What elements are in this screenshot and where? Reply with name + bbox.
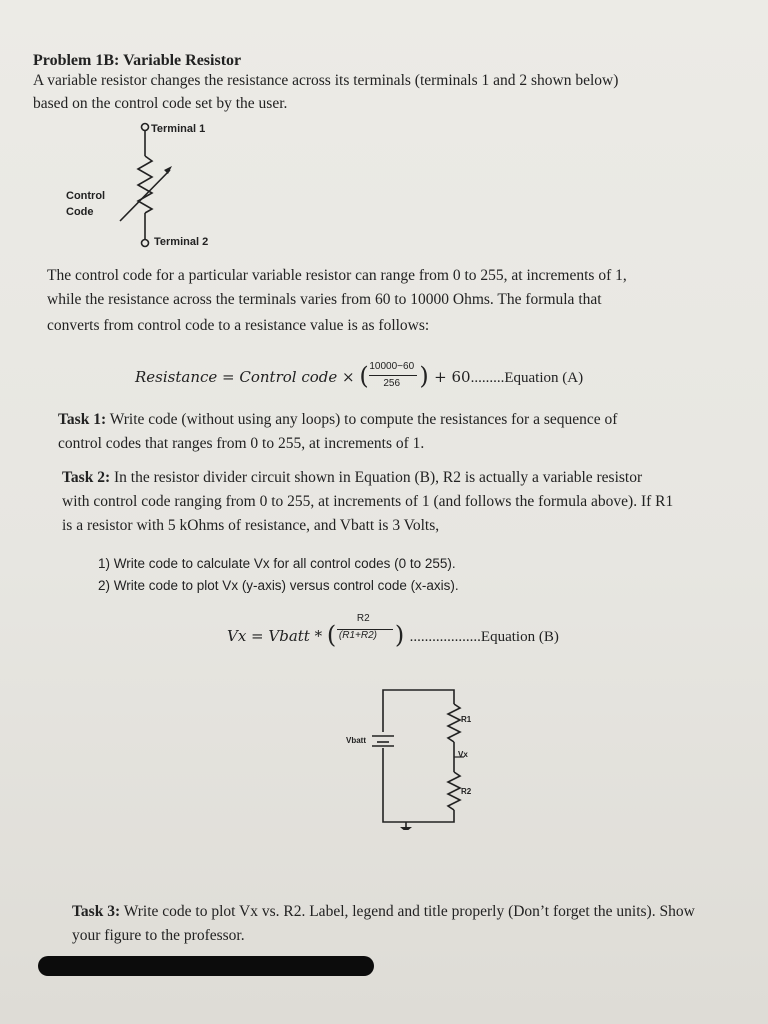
description-line-3: converts from control code to a resistance value is as follows: — [47, 317, 430, 334]
equation-b-dots: ................... — [409, 629, 481, 645]
task2-item-2: 2) Write code to plot Vx (y-axis) versus control code (x-axis). — [98, 578, 459, 593]
vbatt-label: Vbatt — [346, 736, 366, 745]
task1-label: Task 1: — [58, 411, 107, 428]
equation-b-lhs: Vx = Vbatt * — [227, 627, 323, 645]
task3-line-2: your figure to the professor. — [72, 927, 245, 944]
r1-zigzag — [448, 704, 460, 742]
task3-text-1: Write code to plot Vx vs. R2. Label, legend and title properly (Don’t forget the units). Show — [123, 903, 695, 920]
redaction-bar — [38, 956, 374, 976]
task2-text-1: In the resistor divider circuit shown in Equation (B), R2 is actually a variable resistor — [113, 469, 643, 486]
equation-a-denominator: 256 — [383, 378, 401, 389]
equation-a-label: Equation (A) — [504, 370, 584, 386]
task1-line-1 — [58, 410, 617, 431]
task2-line-2: with control code ranging from 0 to 255, at increments of 1 (and follows the formula above). If R1 — [62, 493, 674, 510]
task2-item-1: 1) Write code to calculate Vx for all control codes (0 to 255). — [98, 556, 456, 571]
problem-title: Problem 1B: Variable Resistor — [33, 52, 242, 69]
equation-a — [135, 361, 584, 390]
equation-b-numerator: R2 — [356, 613, 370, 624]
voltage-divider-circuit — [340, 680, 500, 830]
control-code-label-2: Code — [66, 206, 94, 218]
equation-b — [227, 613, 559, 649]
equation-a-rhs: + 60 — [434, 368, 471, 386]
task1-line-2: control codes that ranges from 0 to 255, at increments of 1. — [58, 435, 425, 452]
task3-label: Task 3: — [72, 903, 121, 920]
variable-resistor-diagram — [0, 118, 300, 258]
r2-zigzag — [448, 772, 460, 810]
circuit-bottom-wire — [383, 748, 454, 822]
equation-a-numerator: 10000−60 — [369, 361, 415, 372]
intro-line-2: based on the control code set by the user. — [33, 95, 288, 112]
resistor-zigzag — [138, 156, 152, 213]
task1-text-1: Write code (without using any loops) to compute the resistances for a sequence of — [109, 411, 618, 428]
terminal-2-node — [142, 240, 149, 247]
r1-label: R1 — [461, 715, 472, 724]
vx-label: Vx — [458, 750, 468, 759]
description-line-1: The control code for a particular variable resistor can range from 0 to 255, at increments of 1, — [47, 267, 627, 284]
task2-line-1 — [62, 468, 642, 489]
terminal-2-label: Terminal 2 — [154, 236, 209, 248]
task2-line-3: is a resistor with 5 kOhms of resistance, and Vbatt is 3 Volts, — [62, 517, 440, 534]
equation-b-denominator: (R1+R2) — [338, 630, 377, 641]
description-line-2: while the resistance across the terminals varies from 60 to 10000 Ohms. The formula that — [47, 291, 602, 308]
circuit-top-wire — [383, 690, 454, 732]
terminal-1-node — [142, 124, 149, 131]
equation-a-fraction: ( 10000−60 256 ) — [359, 361, 429, 390]
intro-line-1: A variable resistor changes the resistance across its terminals (terminals 1 and 2 shown below) — [33, 72, 619, 89]
equation-b-fraction: ( R2 (R1+R2) ) — [326, 613, 405, 649]
control-code-label-1: Control — [66, 190, 106, 202]
terminal-1-label: Terminal 1 — [151, 123, 206, 135]
task2-label: Task 2: — [62, 469, 111, 486]
equation-b-label: Equation (B) — [480, 629, 559, 645]
equation-a-dots: ......... — [470, 370, 505, 386]
equation-a-lhs: Resistance = Control code × — [135, 368, 355, 386]
ground-symbol — [400, 827, 412, 830]
r2-label: R2 — [461, 787, 472, 796]
task3-line-1 — [72, 902, 695, 923]
